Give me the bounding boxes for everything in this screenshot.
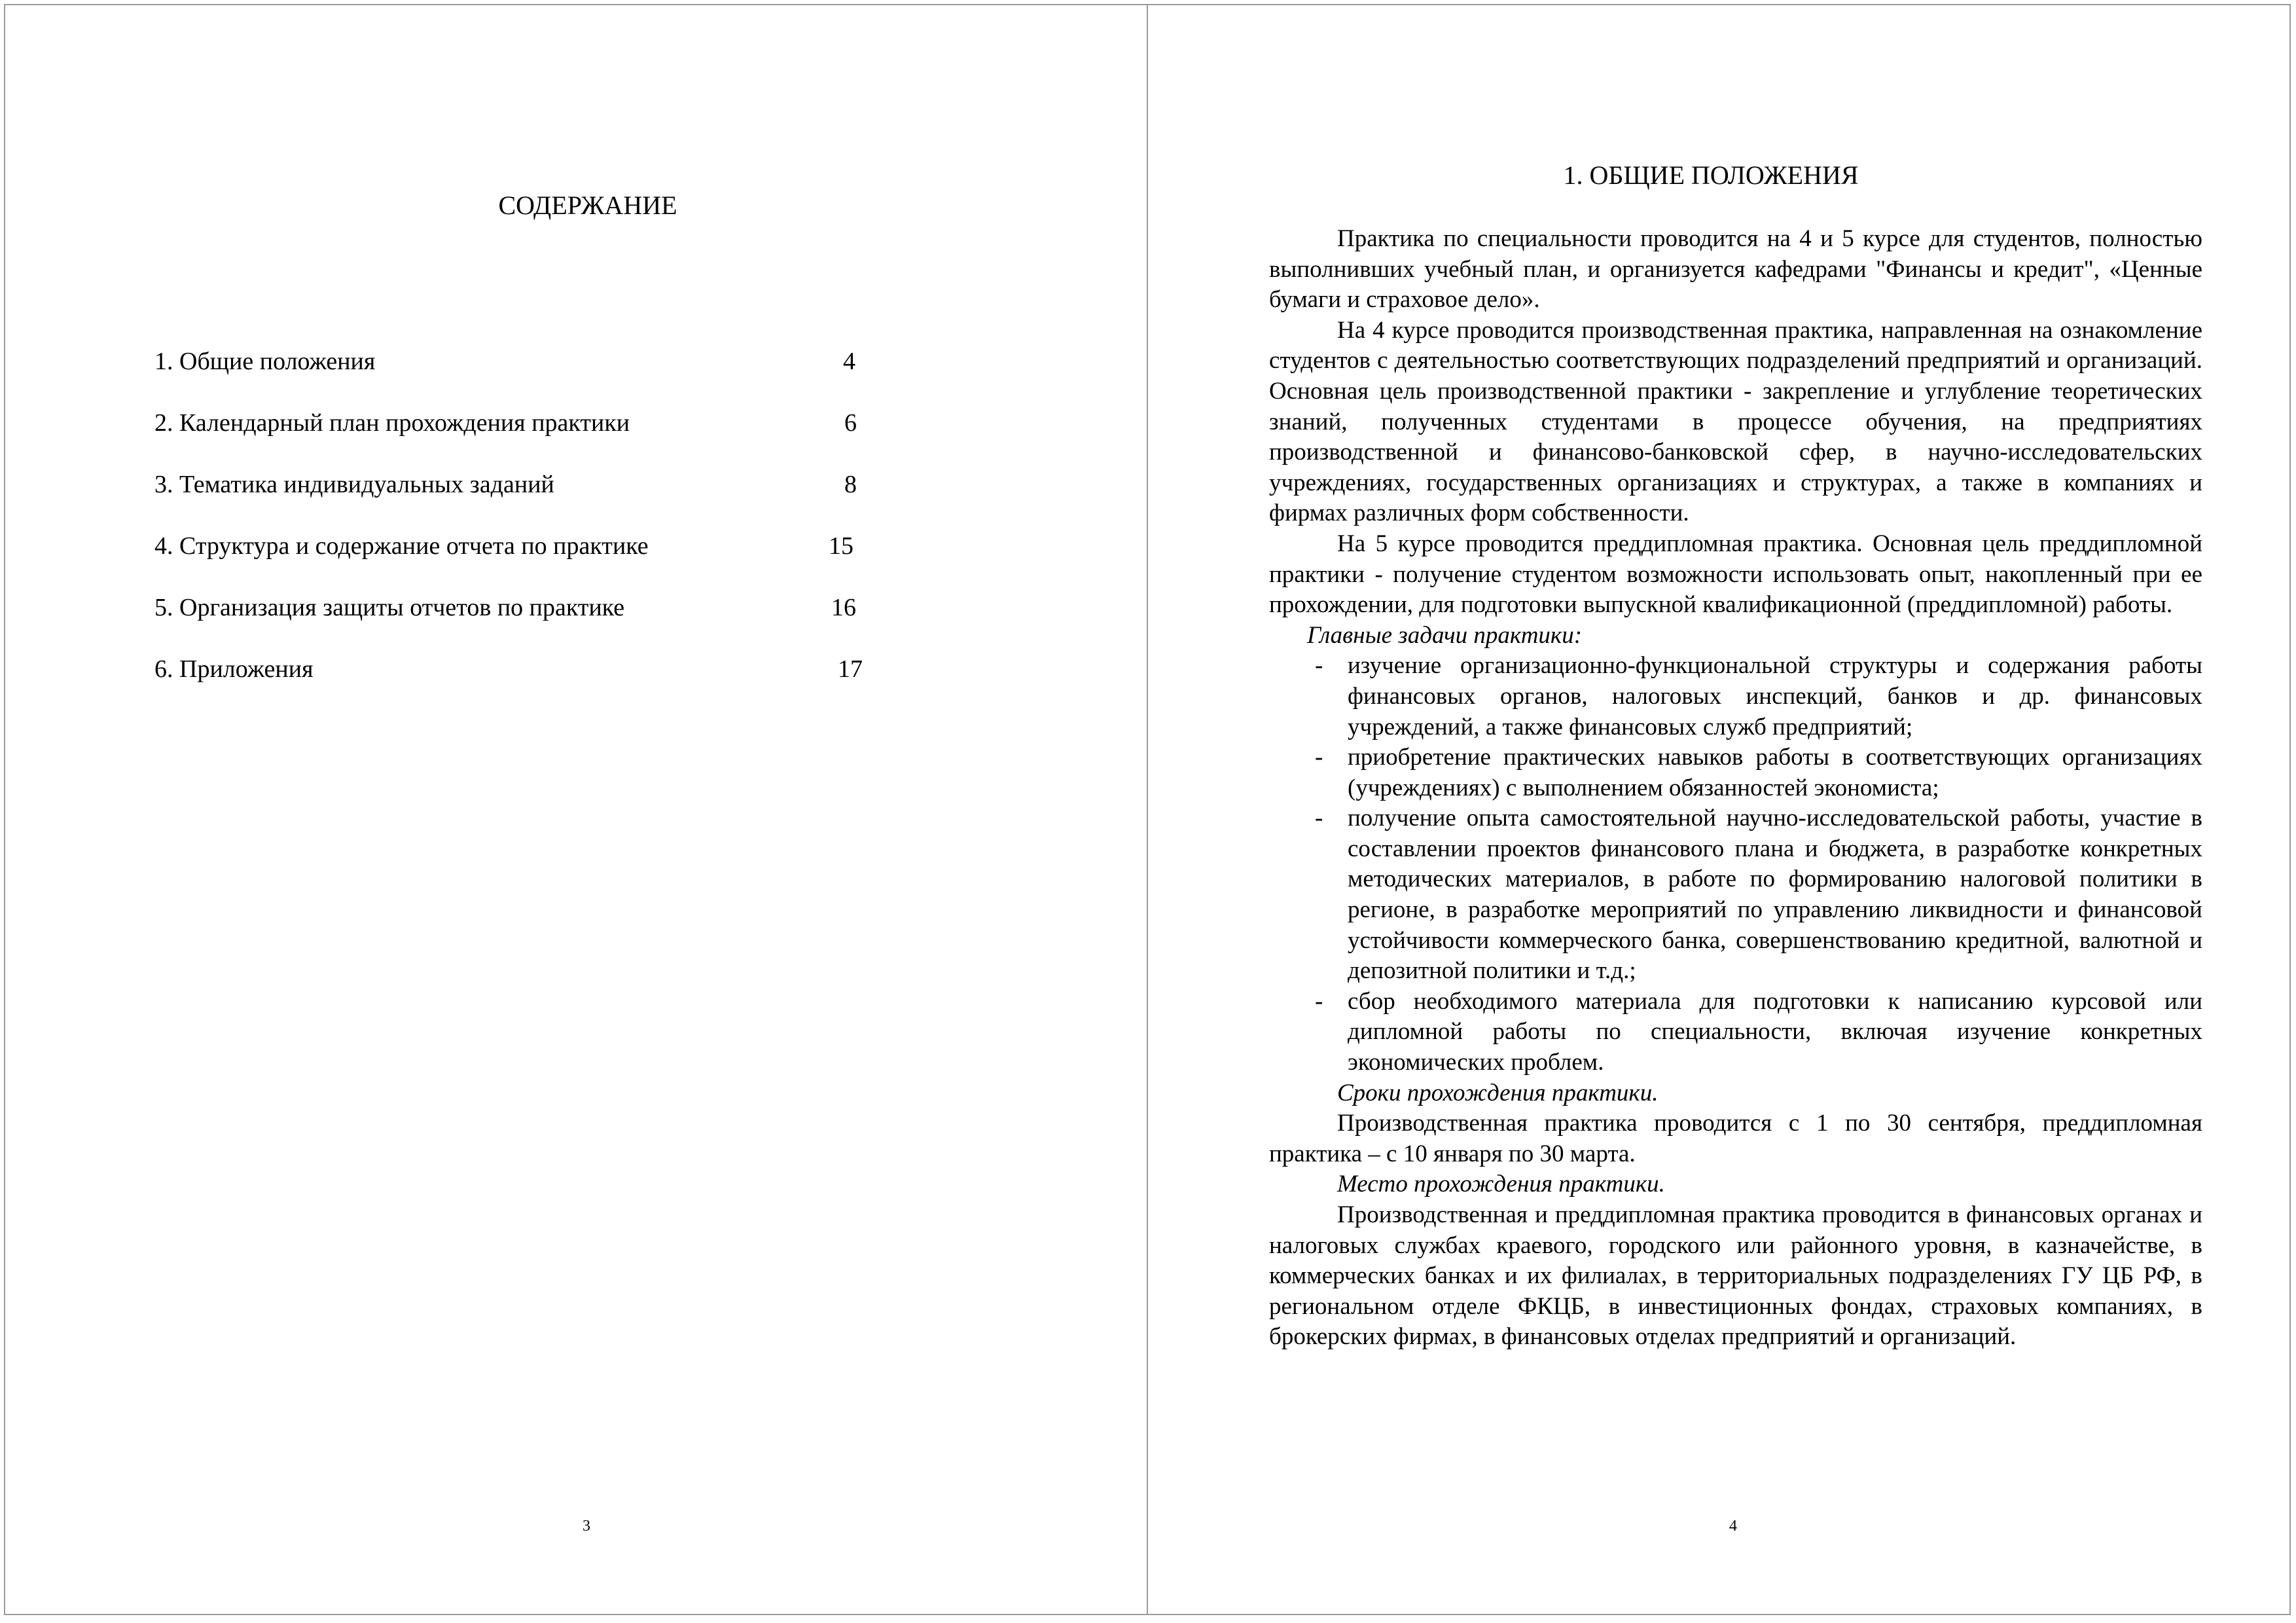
toc-item[interactable] bbox=[154, 530, 874, 592]
toc-item-page: 6 bbox=[844, 409, 857, 437]
toc-item-label: 5. Организация защиты отчетов по практике bbox=[154, 594, 625, 621]
list-item-text: приобретение практических навыков работы в соответствующих организациях (учреждениях) с выполнением обязанностей экономиста; bbox=[1348, 744, 2202, 801]
paragraph: Практика по специальности проводится на 4 и 5 курсе для студентов, полностью выполнивших учебный план, и организуется кафедрами "Финансы и кредит", «Ценные бумаги и страховое дело». bbox=[1269, 225, 2202, 314]
paragraph: На 4 курсе проводится производственная практика, направленная на ознакомление студентов с деятельностью соответствующих подразделений предприятий и организаций. Основная цель производственной практики - закрепление и углубление теоретических знаний, полученных студентами в процессе обучения, на предприятиях производственной и финансово-банковской сфер, в научно-исследовательских учреждениях, государственных организациях и структурах, а также в компаниях и фирмах различных форм собственности. bbox=[1269, 316, 2202, 527]
page-number: 4 bbox=[1729, 1518, 1737, 1535]
toc-item[interactable] bbox=[154, 653, 874, 715]
left-page bbox=[5, 5, 1147, 1614]
section-title: 1. ОБЩИЕ ПОЛОЖЕНИЯ bbox=[1563, 160, 1859, 190]
toc-item-label: 3. Тематика индивидуальных заданий bbox=[154, 471, 554, 498]
toc-title: СОДЕРЖАНИЕ bbox=[498, 191, 677, 220]
toc-item[interactable] bbox=[154, 592, 874, 653]
toc-item-label: 6. Приложения bbox=[154, 655, 314, 683]
dash-bullet: - bbox=[1315, 652, 1323, 680]
list-item-text: изучение организационно-функциональной структуры и содержания работы финансовых органов, налоговых инспекций, банков и др. финансовых учреждений, а также финансовых служб предприятий; bbox=[1348, 652, 2202, 740]
tasks-list bbox=[1269, 651, 2202, 1078]
paragraph: Производственная и преддипломная практика проводится в финансовых органах и налоговых службах краевого, городского или районного уровня, в казначействе, в коммерческих банках и их филиалах, в территориальных подразделениях ГУ ЦБ РФ, в региональном отделе ФКЦБ, в инвестиционных фондах, страховых компаниях, в брокерских фирмах, в финансовых отделах предприятий и организаций. bbox=[1269, 1201, 2202, 1351]
list-item bbox=[1269, 803, 2202, 987]
toc-item[interactable] bbox=[154, 346, 874, 407]
paragraph: Производственная практика проводится с 1 по 30 сентября, преддипломная практика – с 10 января по 30 марта. bbox=[1269, 1110, 2202, 1167]
dash-bullet: - bbox=[1315, 744, 1323, 771]
list-item-text: получение опыта самостоятельной научно-исследовательской работы, участие в составлении проектов финансового плана и бюджета, в разработке конкретных методических материалов, в работе по формированию налоговой политики в регионе, в разработке мероприятий по управлению ликвидности и финансовой устойчивости коммерческого банка, совершенствованию кредитной, валютной и депозитной политики и т.д.; bbox=[1348, 805, 2202, 985]
dash-bullet: - bbox=[1315, 805, 1323, 832]
tasks-heading: Главные задачи практики: bbox=[1307, 621, 1583, 649]
list-item bbox=[1269, 987, 2202, 1078]
toc-item-label: 4. Структура и содержание отчета по практике bbox=[154, 532, 649, 560]
toc-item-page: 15 bbox=[829, 532, 853, 560]
toc-item-label: 1. Общие положения bbox=[154, 348, 376, 375]
table-of-contents bbox=[154, 346, 874, 715]
list-item bbox=[1269, 651, 2202, 742]
toc-item[interactable] bbox=[154, 469, 874, 530]
toc-item-label: 2. Календарный план прохождения практики bbox=[154, 409, 630, 437]
section-body bbox=[1269, 224, 2202, 1353]
toc-item[interactable] bbox=[154, 407, 874, 469]
toc-item-page: 17 bbox=[838, 655, 863, 683]
paragraph: На 5 курсе проводится преддипломная практика. Основная цель преддипломной практики - получение студентом возможности использовать опыт, накопленный при ее прохождении, для подготовки выпускной квалификационной (преддипломной) работы. bbox=[1269, 530, 2202, 619]
page-number: 3 bbox=[583, 1518, 590, 1535]
terms-heading: Сроки прохождения практики. bbox=[1337, 1079, 1659, 1106]
toc-item-page: 4 bbox=[843, 348, 855, 375]
place-heading: Место прохождения практики. bbox=[1337, 1171, 1665, 1198]
list-item-text: сбор необходимого материала для подготовки к написанию курсовой или дипломной работы по специальности, включая изучение конкретных экономических проблем. bbox=[1348, 987, 2202, 1076]
dash-bullet: - bbox=[1315, 987, 1323, 1015]
right-page bbox=[1148, 5, 2291, 1614]
toc-item-page: 16 bbox=[831, 594, 856, 621]
toc-item-page: 8 bbox=[844, 471, 857, 498]
list-item bbox=[1269, 742, 2202, 803]
